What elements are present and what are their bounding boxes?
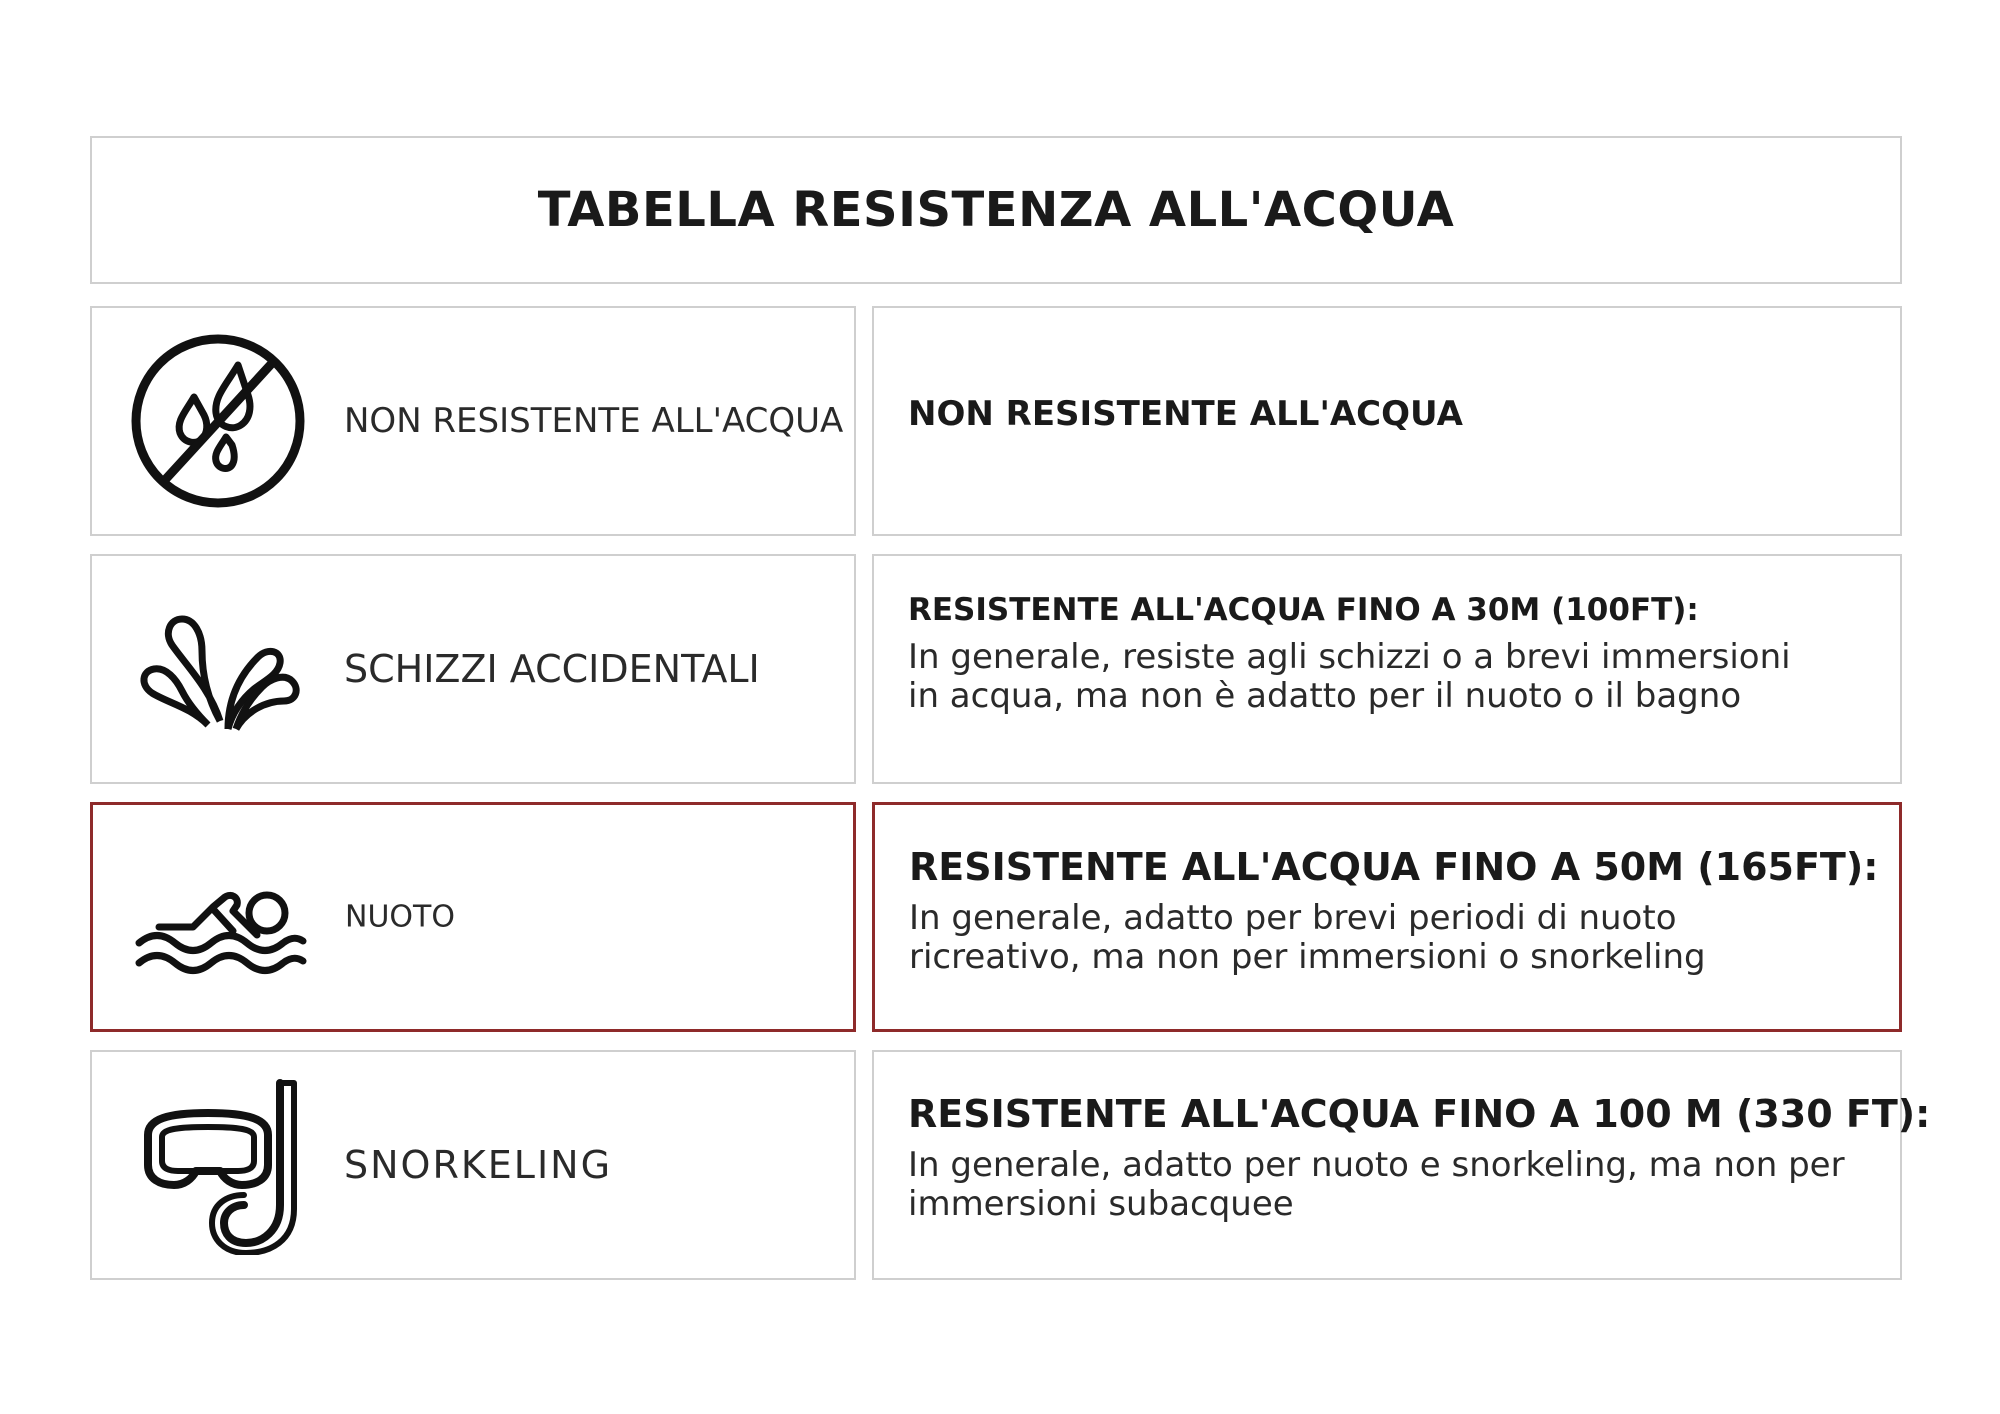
row-heading: RESISTENTE ALL'ACQUA FINO A 30M (100FT): <box>908 592 1699 628</box>
row-left-no-water <box>90 306 856 536</box>
title-box <box>90 136 1902 284</box>
row-left-label: NUOTO <box>345 899 455 935</box>
row-left-swim <box>90 802 856 1032</box>
page-title: TABELLA RESISTENZA ALL'ACQUA <box>537 182 1455 238</box>
row-left-label: SCHIZZI ACCIDENTALI <box>344 647 760 691</box>
row-right-no-water <box>872 306 1902 536</box>
swimmer-icon <box>129 827 309 1007</box>
row-left-splash <box>90 554 856 784</box>
row-heading: RESISTENTE ALL'ACQUA FINO A 100 M (330 FT): <box>908 1092 1931 1136</box>
row-left-label: SNORKELING <box>344 1143 613 1187</box>
snorkel-mask-icon <box>128 1075 308 1255</box>
row-right-snorkel <box>872 1050 1931 1280</box>
row-description: In generale, adatto per brevi periodi di nuoto ricreativo, ma non per immersioni o snorkeling <box>909 898 1706 978</box>
row-heading: NON RESISTENTE ALL'ACQUA <box>908 394 1463 434</box>
row-description: In generale, adatto per nuoto e snorkeling, ma non per immersioni subacquee <box>908 1145 1845 1225</box>
row-description: In generale, resiste agli schizzi o a brevi immersioni in acqua, ma non è adatto per il nuoto o il bagno <box>908 637 1791 717</box>
splash-icon <box>128 579 308 759</box>
row-left-label: NON RESISTENTE ALL'ACQUA <box>344 401 844 441</box>
row-heading: RESISTENTE ALL'ACQUA FINO A 50M (165FT): <box>909 845 1879 889</box>
row-left-snorkel <box>90 1050 856 1280</box>
no-water-drops-icon <box>128 331 308 511</box>
row-right-swim <box>872 802 1902 1032</box>
row-right-splash <box>872 554 1902 784</box>
